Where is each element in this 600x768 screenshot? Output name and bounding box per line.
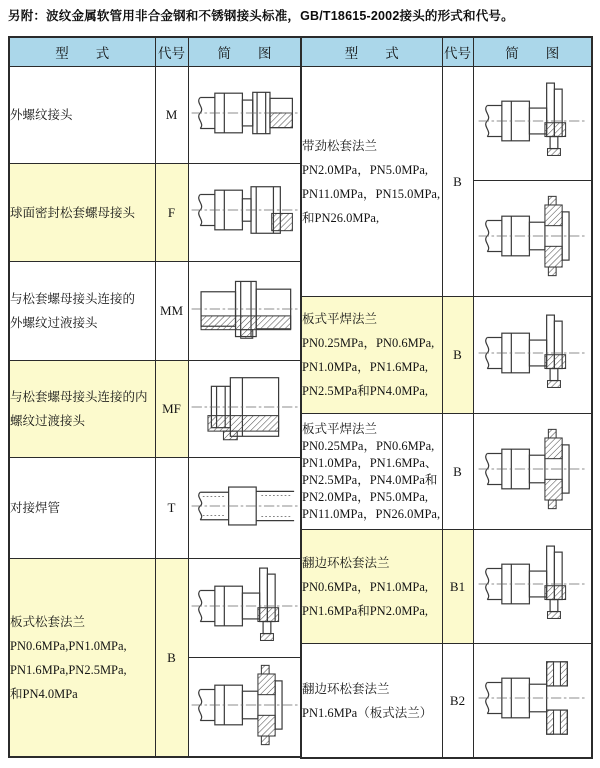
type-line: PN1.6MPa（板式法兰） <box>302 705 433 720</box>
type-line: PN1.0MPa，PN1.6MPa, <box>302 360 429 374</box>
type-line: 板式平焊法兰 <box>302 312 378 326</box>
diagram-cell <box>473 181 592 297</box>
connector-table-right <box>300 36 593 759</box>
neck-loose-flange-2-icon <box>476 191 588 281</box>
diagram-cell <box>188 361 302 458</box>
neck-loose-flange-1-icon <box>476 76 588 166</box>
plate-loose-flange-2-icon <box>189 660 301 750</box>
type-cell <box>9 458 155 559</box>
type-line: 翻边环松套法兰 <box>302 555 390 570</box>
lap-ring-loose-flange-icon <box>476 539 588 629</box>
type-cell <box>301 414 442 530</box>
lap-ring-plate-flange-icon <box>476 653 588 743</box>
type-line: PN2.5MPa和PN4.0MPa, <box>302 384 429 398</box>
type-line: 翻边环松套法兰 <box>302 681 390 696</box>
type-line: 带劲松套法兰 <box>302 138 378 153</box>
code-cell: B <box>442 414 473 530</box>
code-cell: MF <box>155 361 188 458</box>
type-line: PN2.5MPa，PN4.0MPa和 <box>302 472 438 487</box>
code-cell: B1 <box>442 530 473 644</box>
type-cell <box>301 530 442 644</box>
page-title: 另附：波纹金属软管用非合金钢和不锈钢接头标准，GB/T18615-2002接头的形式和代号。 <box>8 9 514 23</box>
connector-table-left <box>8 36 303 758</box>
code-cell: T <box>155 458 188 559</box>
col-header-type: 型 式 <box>301 37 442 67</box>
type-line: 螺纹过渡接头 <box>10 414 86 428</box>
type-cell <box>9 67 155 164</box>
type-line: PN0.25MPa，PN0.6MPa, <box>302 438 435 453</box>
type-line: PN11.0MPa，PN26.0MPa, <box>302 506 441 521</box>
diagram-cell <box>473 644 592 759</box>
code-cell: B <box>442 67 473 297</box>
code-cell: B2 <box>442 644 473 759</box>
loose-nut-fitting-icon <box>189 165 301 255</box>
code-cell: M <box>155 67 188 164</box>
type-cell <box>9 559 155 758</box>
type-line: PN0.6MPa,PN1.0MPa, <box>10 638 127 653</box>
diagram-cell <box>473 414 592 530</box>
type-cell <box>9 361 155 458</box>
type-line: 球面密封松套螺母接头 <box>10 205 136 220</box>
col-header-type: 型 式 <box>9 37 155 67</box>
fittings-table-right <box>300 36 593 759</box>
type-cell <box>301 67 442 297</box>
diagram-cell <box>188 458 302 559</box>
type-line: PN11.0MPa，PN15.0MPa, <box>302 186 441 201</box>
col-header-code: 代号 <box>442 37 473 67</box>
type-line: 与松套螺母接头连接的内 <box>10 390 148 404</box>
type-line: PN2.0MPa，PN5.0MPa, <box>302 162 429 177</box>
type-line: 对接焊管 <box>10 501 61 515</box>
plate-weld-flange-wide-icon <box>476 424 588 514</box>
diagram-cell <box>473 67 592 181</box>
diagram-cell <box>188 164 302 262</box>
type-line: PN1.6MPa,PN2.5MPa, <box>10 662 127 677</box>
male-female-adapter-icon <box>189 362 301 452</box>
diagram-cell <box>188 658 302 758</box>
male-male-adapter-icon <box>189 264 301 354</box>
type-line: PN0.6MPa，PN1.0MPa, <box>302 579 429 594</box>
type-line: PN1.6MPa和PN2.0MPa, <box>302 603 429 618</box>
diagram-cell <box>188 67 302 164</box>
diagram-cell <box>188 262 302 361</box>
type-line: PN2.0MPa，PN5.0MPa, <box>302 489 429 504</box>
diagram-cell <box>188 559 302 658</box>
type-line: 板式松套法兰 <box>10 614 86 629</box>
type-line: 和PN4.0MPa <box>10 686 78 701</box>
col-header-diagram: 简 图 <box>473 37 592 67</box>
col-header-diagram: 简 图 <box>188 37 302 67</box>
plate-loose-flange-1-icon <box>189 561 301 651</box>
code-cell: B <box>442 297 473 414</box>
type-line: 和PN26.0MPa, <box>302 210 380 225</box>
diagram-cell <box>473 297 592 414</box>
code-cell: MM <box>155 262 188 361</box>
fittings-table-left <box>8 36 303 758</box>
col-header-code: 代号 <box>155 37 188 67</box>
code-cell: F <box>155 164 188 262</box>
type-cell <box>9 164 155 262</box>
type-line: 外螺纹接头 <box>10 108 73 122</box>
code-cell: B <box>155 559 188 758</box>
plate-weld-flange-icon <box>476 308 588 398</box>
type-cell <box>301 644 442 759</box>
type-cell <box>301 297 442 414</box>
male-thread-fitting-icon <box>189 68 301 158</box>
diagram-cell <box>473 530 592 644</box>
type-line: 外螺纹过液接头 <box>10 316 98 330</box>
type-line: 与松套螺母接头连接的 <box>10 292 136 306</box>
butt-weld-pipe-icon <box>189 461 301 551</box>
type-cell <box>9 262 155 361</box>
type-line: PN0.25MPa，PN0.6MPa, <box>302 336 435 350</box>
type-line: 板式平焊法兰 <box>302 421 378 436</box>
type-line: PN1.0MPa，PN1.6MPa、 <box>302 455 438 470</box>
